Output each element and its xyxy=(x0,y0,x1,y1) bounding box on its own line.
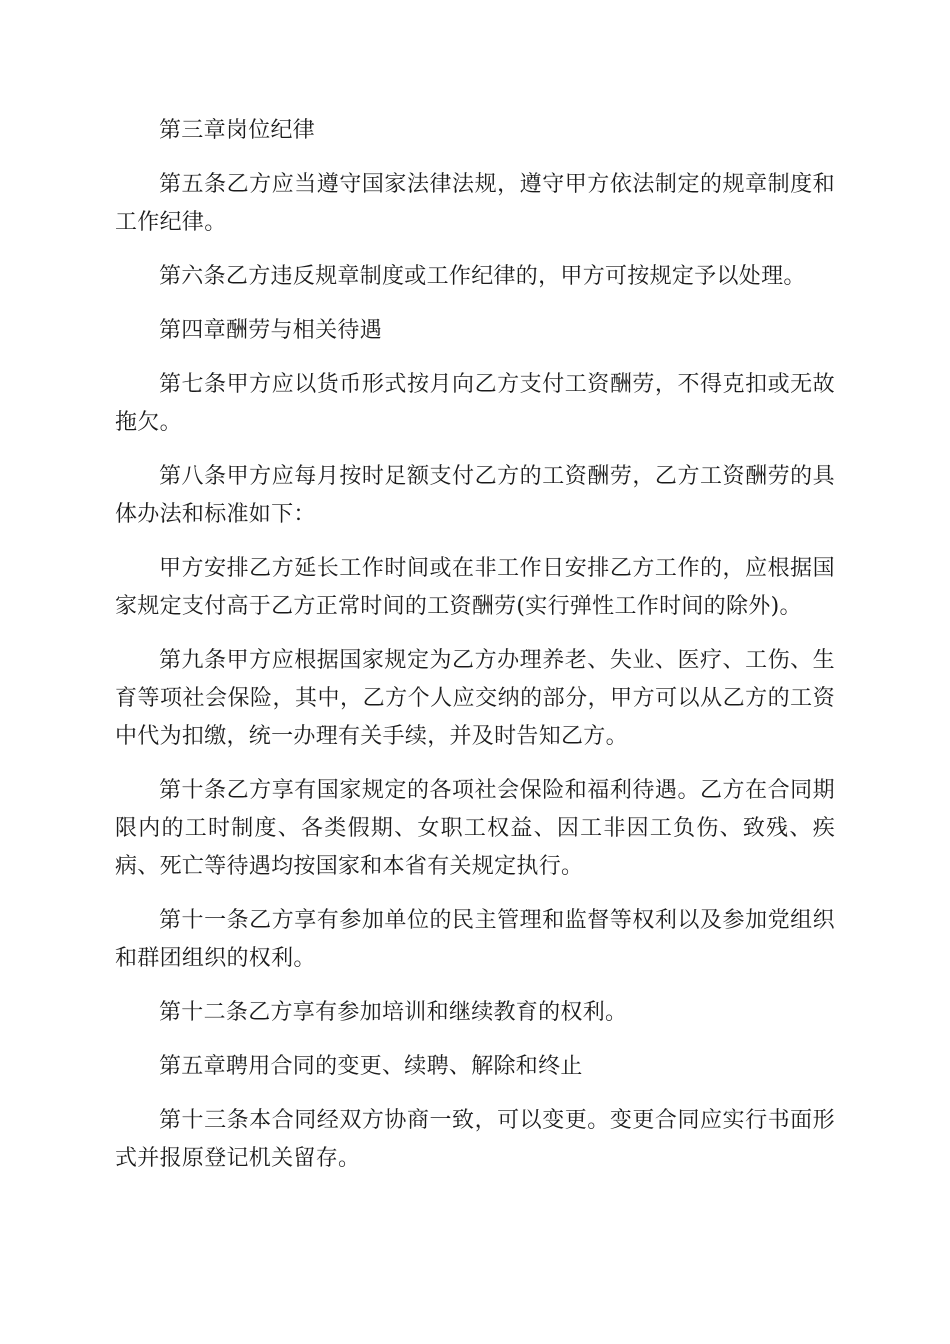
article-9: 第九条甲方应根据国家规定为乙方办理养老、失业、医疗、工伤、生育等项社会保险，其中，乙方个人应交纳的部分，甲方可以从乙方的工资中代为扣缴，统一办理有关手续，并及时告知乙方。 xyxy=(115,648,835,749)
article-10: 第十条乙方享有国家规定的各项社会保险和福利待遇。乙方在合同期限内的工时制度、各类假期、女职工权益、因工非因工负伤、致残、疾病、死亡等待遇均按国家和本省有关规定执行。 xyxy=(115,778,835,879)
article-7: 第七条甲方应以货币形式按月向乙方支付工资酬劳，不得克扣或无故拖欠。 xyxy=(115,372,835,435)
article-13: 第十三条本合同经双方协商一致，可以变更。变更合同应实行书面形式并报原登记机关留存。 xyxy=(115,1108,835,1171)
document-body xyxy=(115,112,835,1194)
article-8-overtime-clause: 甲方安排乙方延长工作时间或在非工作日安排乙方工作的，应根据国家规定支付高于乙方正常时间的工资酬劳(实行弹性工作时间的除外)。 xyxy=(115,556,835,619)
chapter-heading-4: 第四章酬劳与相关待遇 xyxy=(159,318,383,343)
chapter-heading-3: 第三章岗位纪律 xyxy=(159,118,316,143)
article-5: 第五条乙方应当遵守国家法律法规，遵守甲方依法制定的规章制度和工作纪律。 xyxy=(115,172,835,235)
article-8: 第八条甲方应每月按时足额支付乙方的工资酬劳，乙方工资酬劳的具体办法和标准如下： xyxy=(115,464,835,527)
chapter-heading-5: 第五章聘用合同的变更、续聘、解除和终止 xyxy=(159,1054,583,1079)
article-6: 第六条乙方违反规章制度或工作纪律的，甲方可按规定予以处理。 xyxy=(159,264,806,289)
article-11: 第十一条乙方享有参加单位的民主管理和监督等权利以及参加党组织和群团组织的权利。 xyxy=(115,908,835,971)
article-12: 第十二条乙方享有参加培训和继续教育的权利。 xyxy=(159,1000,628,1025)
